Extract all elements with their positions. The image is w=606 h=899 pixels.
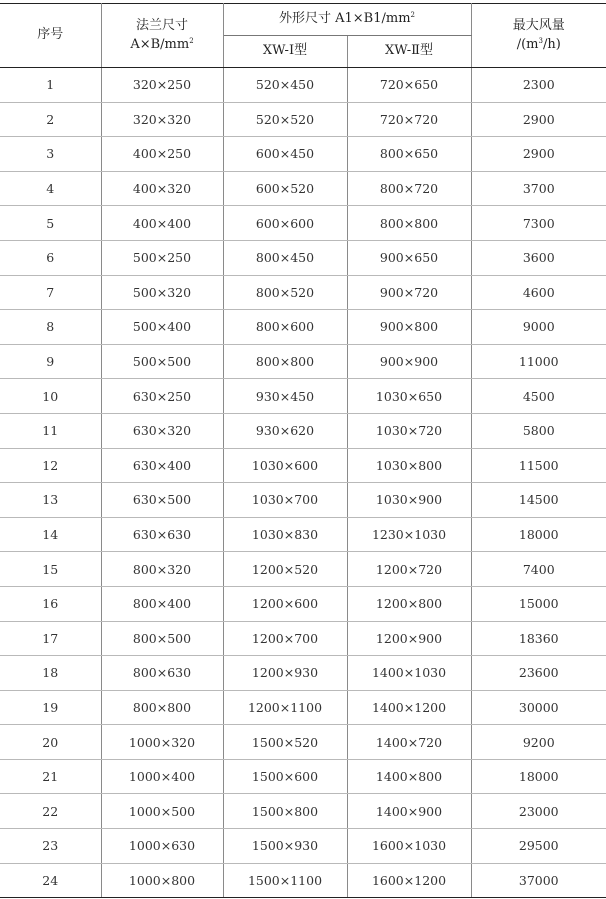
cell-max-airflow: 30000 — [471, 690, 606, 725]
header-flange-unit-text: A×B/mm — [130, 36, 190, 52]
cell-type1-size: 930×450 — [223, 379, 347, 414]
table-row — [0, 725, 606, 760]
cell-type1-size: 1500×930 — [223, 829, 347, 864]
cell-flange-size: 630×500 — [101, 483, 223, 518]
header-type1 — [223, 36, 347, 68]
cell-type1-size: 1030×830 — [223, 517, 347, 552]
cell-type1-size: 1500×1100 — [223, 863, 347, 898]
cell-type1-size: 1030×600 — [223, 448, 347, 483]
cell-flange-size: 320×320 — [101, 102, 223, 137]
table-row — [0, 621, 606, 656]
cell-type2-size: 1400×1200 — [347, 690, 471, 725]
cell-max-airflow: 4500 — [471, 379, 606, 414]
cell-type2-size: 900×800 — [347, 310, 471, 345]
header-outer-size-sup: 2 — [410, 11, 416, 20]
cell-type2-size: 1030×800 — [347, 448, 471, 483]
cell-type1-size: 520×520 — [223, 102, 347, 137]
cell-type2-size: 1030×720 — [347, 413, 471, 448]
cell-flange-size: 500×400 — [101, 310, 223, 345]
cell-flange-size: 1000×400 — [101, 759, 223, 794]
cell-type1-size: 800×800 — [223, 344, 347, 379]
cell-type1-size: 1500×800 — [223, 794, 347, 829]
cell-flange-size: 630×400 — [101, 448, 223, 483]
cell-flange-size: 800×400 — [101, 586, 223, 621]
table-row — [0, 171, 606, 206]
cell-max-airflow: 14500 — [471, 483, 606, 518]
cell-max-airflow: 2300 — [471, 68, 606, 103]
table-row — [0, 794, 606, 829]
cell-type2-size: 720×720 — [347, 102, 471, 137]
cell-type2-size: 1200×720 — [347, 552, 471, 587]
cell-no: 1 — [0, 68, 101, 103]
cell-max-airflow: 9200 — [471, 725, 606, 760]
header-airflow-unit-post: /h) — [542, 36, 561, 52]
table-row — [0, 344, 606, 379]
header-type1-text: XW-Ⅰ型 — [262, 43, 308, 59]
cell-flange-size: 500×320 — [101, 275, 223, 310]
cell-type2-size: 1230×1030 — [347, 517, 471, 552]
table-row — [0, 68, 606, 103]
cell-no: 19 — [0, 690, 101, 725]
cell-max-airflow: 7300 — [471, 206, 606, 241]
table-row — [0, 759, 606, 794]
table-row — [0, 483, 606, 518]
cell-type1-size: 1500×600 — [223, 759, 347, 794]
cell-max-airflow: 4600 — [471, 275, 606, 310]
header-airflow-unit — [472, 36, 606, 55]
table-header — [0, 4, 606, 68]
dimension-table — [0, 3, 606, 898]
header-outer-size — [223, 4, 471, 36]
cell-max-airflow: 5800 — [471, 413, 606, 448]
cell-no: 17 — [0, 621, 101, 656]
cell-type2-size: 1400×900 — [347, 794, 471, 829]
table-row — [0, 586, 606, 621]
cell-no: 2 — [0, 102, 101, 137]
cell-flange-size: 800×630 — [101, 656, 223, 691]
table-row — [0, 275, 606, 310]
table-row — [0, 656, 606, 691]
cell-max-airflow: 7400 — [471, 552, 606, 587]
cell-type1-size: 1200×930 — [223, 656, 347, 691]
cell-type2-size: 1400×800 — [347, 759, 471, 794]
cell-type1-size: 800×520 — [223, 275, 347, 310]
table-row — [0, 102, 606, 137]
cell-flange-size: 1000×500 — [101, 794, 223, 829]
cell-type2-size: 1400×1030 — [347, 656, 471, 691]
cell-type2-size: 1400×720 — [347, 725, 471, 760]
cell-flange-size: 400×250 — [101, 137, 223, 172]
cell-flange-size: 630×320 — [101, 413, 223, 448]
cell-no: 21 — [0, 759, 101, 794]
header-outer-size-text: 外形尺寸 A1×B1/mm — [279, 11, 411, 27]
cell-max-airflow: 11500 — [471, 448, 606, 483]
cell-no: 5 — [0, 206, 101, 241]
header-flange-unit — [102, 36, 223, 55]
cell-no: 18 — [0, 656, 101, 691]
cell-max-airflow: 9000 — [471, 310, 606, 345]
cell-type1-size: 600×600 — [223, 206, 347, 241]
cell-no: 13 — [0, 483, 101, 518]
cell-flange-size: 400×320 — [101, 171, 223, 206]
header-airflow — [471, 4, 606, 68]
header-flange-unit-sup: 2 — [189, 36, 194, 45]
cell-max-airflow: 18000 — [471, 759, 606, 794]
table-row — [0, 379, 606, 414]
cell-max-airflow: 23000 — [471, 794, 606, 829]
cell-type1-size: 1030×700 — [223, 483, 347, 518]
cell-max-airflow: 37000 — [471, 863, 606, 898]
cell-type1-size: 1200×1100 — [223, 690, 347, 725]
cell-type2-size: 1030×650 — [347, 379, 471, 414]
cell-no: 11 — [0, 413, 101, 448]
cell-flange-size: 400×400 — [101, 206, 223, 241]
table-row — [0, 240, 606, 275]
cell-type2-size: 1030×900 — [347, 483, 471, 518]
cell-no: 7 — [0, 275, 101, 310]
cell-type1-size: 930×620 — [223, 413, 347, 448]
cell-type2-size: 720×650 — [347, 68, 471, 103]
table-row — [0, 690, 606, 725]
header-type2-text: XW-Ⅱ型 — [385, 43, 433, 59]
table-row — [0, 863, 606, 898]
cell-no: 24 — [0, 863, 101, 898]
cell-max-airflow: 23600 — [471, 656, 606, 691]
cell-max-airflow: 18000 — [471, 517, 606, 552]
cell-type1-size: 600×450 — [223, 137, 347, 172]
cell-flange-size: 630×250 — [101, 379, 223, 414]
cell-type1-size: 600×520 — [223, 171, 347, 206]
cell-no: 4 — [0, 171, 101, 206]
cell-type2-size: 1600×1200 — [347, 863, 471, 898]
header-type2 — [347, 36, 471, 68]
cell-type2-size: 900×720 — [347, 275, 471, 310]
cell-type1-size: 1200×600 — [223, 586, 347, 621]
cell-type2-size: 1200×800 — [347, 586, 471, 621]
cell-flange-size: 800×500 — [101, 621, 223, 656]
cell-max-airflow: 18360 — [471, 621, 606, 656]
cell-flange-size: 500×500 — [101, 344, 223, 379]
cell-max-airflow: 11000 — [471, 344, 606, 379]
cell-type1-size: 800×450 — [223, 240, 347, 275]
cell-no: 22 — [0, 794, 101, 829]
cell-type2-size: 900×650 — [347, 240, 471, 275]
cell-type1-size: 1200×520 — [223, 552, 347, 587]
header-flange-title: 法兰尺寸 — [135, 17, 188, 33]
cell-type2-size: 800×800 — [347, 206, 471, 241]
cell-type2-size: 1600×1030 — [347, 829, 471, 864]
cell-max-airflow: 2900 — [471, 137, 606, 172]
header-airflow-unit-pre: /(m — [516, 36, 539, 52]
table-row — [0, 517, 606, 552]
cell-no: 10 — [0, 379, 101, 414]
cell-no: 3 — [0, 137, 101, 172]
cell-type1-size: 1500×520 — [223, 725, 347, 760]
cell-type1-size: 1200×700 — [223, 621, 347, 656]
cell-flange-size: 1000×320 — [101, 725, 223, 760]
cell-max-airflow: 3700 — [471, 171, 606, 206]
cell-max-airflow: 2900 — [471, 102, 606, 137]
cell-no: 12 — [0, 448, 101, 483]
table-row — [0, 413, 606, 448]
cell-type2-size: 1200×900 — [347, 621, 471, 656]
cell-no: 20 — [0, 725, 101, 760]
cell-no: 15 — [0, 552, 101, 587]
cell-type2-size: 800×650 — [347, 137, 471, 172]
header-no-text: 序号 — [37, 27, 64, 43]
cell-no: 8 — [0, 310, 101, 345]
table-row — [0, 552, 606, 587]
cell-no: 14 — [0, 517, 101, 552]
table-row — [0, 206, 606, 241]
cell-type1-size: 520×450 — [223, 68, 347, 103]
cell-type1-size: 800×600 — [223, 310, 347, 345]
table-row — [0, 310, 606, 345]
table-body — [0, 68, 606, 898]
cell-flange-size: 1000×800 — [101, 863, 223, 898]
cell-no: 6 — [0, 240, 101, 275]
cell-flange-size: 500×250 — [101, 240, 223, 275]
cell-max-airflow: 3600 — [471, 240, 606, 275]
cell-flange-size: 800×800 — [101, 690, 223, 725]
header-flange — [101, 4, 223, 68]
header-airflow-title: 最大风量 — [512, 17, 565, 33]
cell-no: 9 — [0, 344, 101, 379]
cell-flange-size: 800×320 — [101, 552, 223, 587]
header-no — [0, 4, 101, 68]
cell-max-airflow: 15000 — [471, 586, 606, 621]
cell-type2-size: 800×720 — [347, 171, 471, 206]
table-row — [0, 448, 606, 483]
cell-flange-size: 320×250 — [101, 68, 223, 103]
cell-no: 16 — [0, 586, 101, 621]
cell-flange-size: 1000×630 — [101, 829, 223, 864]
table-row — [0, 829, 606, 864]
table-row — [0, 137, 606, 172]
cell-no: 23 — [0, 829, 101, 864]
cell-flange-size: 630×630 — [101, 517, 223, 552]
cell-type2-size: 900×900 — [347, 344, 471, 379]
header-airflow-unit-sup: 3 — [538, 36, 543, 45]
cell-max-airflow: 29500 — [471, 829, 606, 864]
